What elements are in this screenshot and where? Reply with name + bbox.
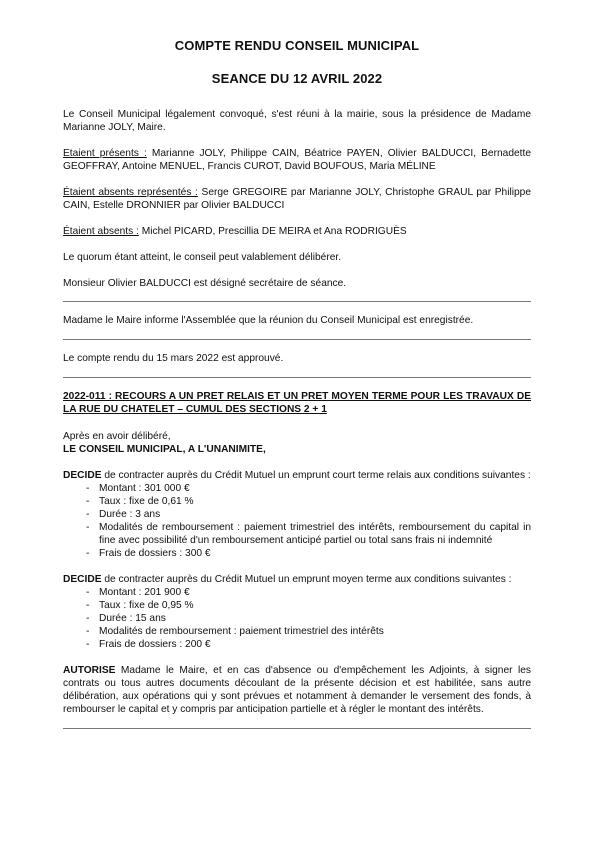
after-deliberation-text: Après en avoir délibéré, <box>63 431 171 442</box>
decide-keyword: DECIDE <box>63 470 102 481</box>
short-term-conditions-list <box>63 482 531 560</box>
list-item: - Frais de dossiers : 300 € <box>99 547 531 560</box>
secretary-text: Monsieur Olivier BALDUCCI est désigné secrétaire de séance. <box>63 278 347 289</box>
list-item: - Modalités de remboursement : paiement trimestriel des intérêts, remboursement du capital in fine avec possibilité d'un remboursement anticipé partiel ou total sans frais ni indemnité <box>99 521 531 547</box>
list-item: - Taux : fixe de 0,95 % <box>99 599 531 612</box>
absent-paragraph <box>63 225 531 238</box>
approval-text: Le compte rendu du 15 mars 2022 est approuvé. <box>63 353 284 364</box>
authorize-keyword: AUTORISE <box>63 665 116 676</box>
represented-paragraph <box>63 186 531 212</box>
document-title: COMPTE RENDU CONSEIL MUNICIPAL <box>174 38 420 53</box>
present-paragraph <box>63 147 531 173</box>
divider <box>63 377 531 378</box>
deliberation-heading: 2022-011 : RECOURS A UN PRET RELAIS ET UN PRET MOYEN TERME POUR LES TRAVAUX DE LA RUE DU CHATELET – CUMUL DES SECTIONS 2 + 1 <box>63 391 531 415</box>
decide-keyword: DECIDE <box>63 574 102 585</box>
decide-medium-term-paragraph <box>63 573 531 586</box>
absent-label: Étaient absents : <box>63 226 139 237</box>
present-list: Marianne JOLY, Philippe CAIN, Béatrice PAYEN, Olivier BALDUCCI, Bernadette GEOFFRAY, Antoine MENUEL, Francis CUROT, David BOUFOUS, Maria MÉLINE <box>63 148 531 172</box>
decide-text: de contracter auprès du Crédit Mutuel un emprunt court terme relais aux conditions suivantes : <box>101 470 531 481</box>
list-item: - Montant : 301 000 € <box>99 482 531 495</box>
divider <box>63 301 531 302</box>
authorize-paragraph <box>63 664 531 716</box>
divider <box>63 339 531 340</box>
quorum-text: Le quorum étant atteint, le conseil peut valablement délibérer. <box>63 252 342 263</box>
medium-term-conditions-list <box>63 586 531 651</box>
decide-short-term-paragraph <box>63 469 531 482</box>
list-item: - Taux : fixe de 0,61 % <box>99 495 531 508</box>
absent-list: Michel PICARD, Prescillia DE MEIRA et Ana RODRIGUÈS <box>138 226 407 237</box>
divider <box>63 728 531 729</box>
convocation-text: Le Conseil Municipal légalement convoqué, s'est réuni à la mairie, sous la présidence de Madame Marianne JOLY, Maire. <box>63 109 531 133</box>
list-item: - Durée : 3 ans <box>99 508 531 521</box>
session-title: SEANCE DU 12 AVRIL 2022 <box>211 71 383 86</box>
recording-notice: Madame le Maire informe l'Assemblée que la réunion du Conseil Municipal est enregistrée. <box>63 315 474 326</box>
document-page <box>63 34 531 729</box>
list-item: - Modalités de remboursement : paiement trimestriel des intérêts <box>99 625 531 638</box>
list-item: - Frais de dossiers : 200 € <box>99 638 531 651</box>
council-decision-text: LE CONSEIL MUNICIPAL, A L'UNANIMITE, <box>63 444 266 455</box>
decide-text: de contracter auprès du Crédit Mutuel un emprunt moyen terme aux conditions suivantes : <box>101 574 512 585</box>
list-item: - Durée : 15 ans <box>99 612 531 625</box>
present-label: Etaient présents : <box>63 148 147 159</box>
authorize-text: Madame le Maire, et en cas d'absence ou d'empêchement les Adjoints, à signer les contrats ou tous autres documents découlant de la présente décision et est habilitée, sans autre délibération, aux opérations qui y sont prévues et notamment à demander le versement des fonds, à rembourser le capital et y compris par anticipation partielle et à régler le montant des intérêts. <box>63 665 531 715</box>
list-item: - Montant : 201 900 € <box>99 586 531 599</box>
represented-label: Étaient absents représentés : <box>63 187 198 198</box>
represented-list: Serge GREGOIRE par Marianne JOLY, Christophe GRAUL par Philippe CAIN, Estelle DRONNIER par Olivier BALDUCCI <box>63 187 531 211</box>
